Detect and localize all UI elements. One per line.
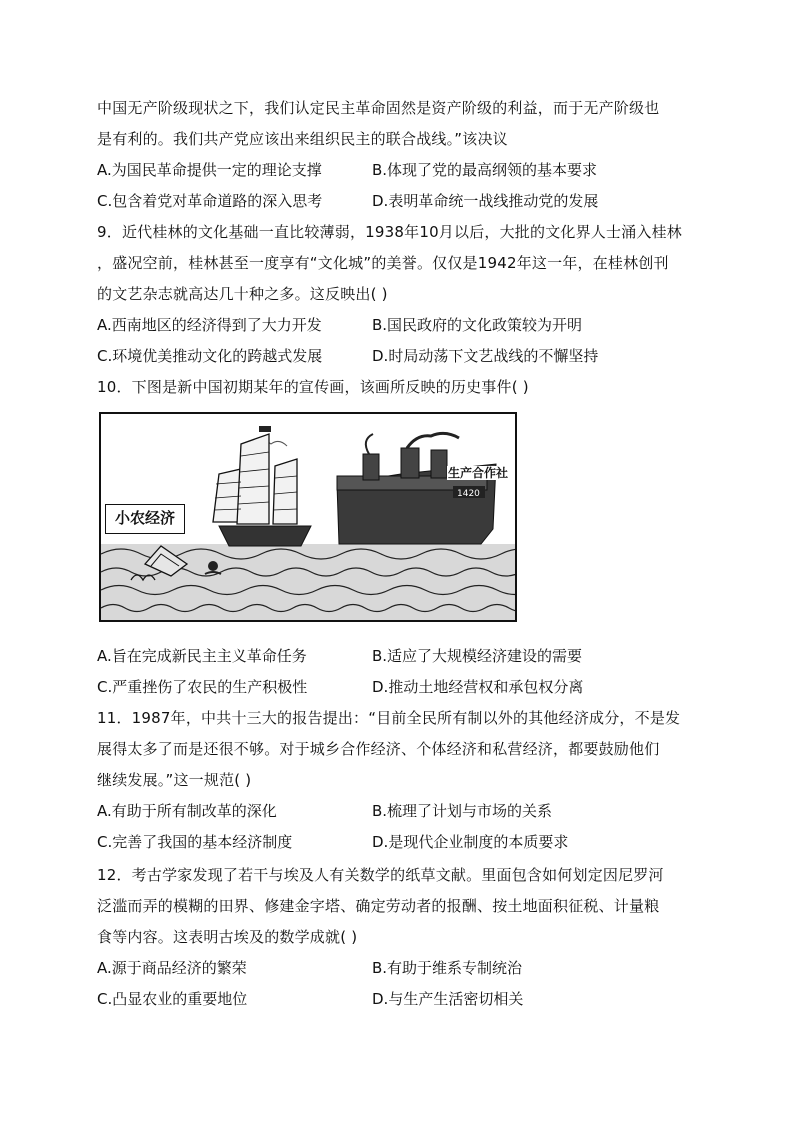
q9-option-b[interactable]: B.国民政府的文化政策较为开明 bbox=[372, 316, 583, 334]
q12-stem-line3: 食等内容。这表明古埃及的数学成就( ) bbox=[97, 928, 358, 946]
q12-option-c[interactable]: C.凸显农业的重要地位 bbox=[97, 990, 248, 1008]
q12-option-d[interactable]: D.与生产生活密切相关 bbox=[372, 990, 524, 1008]
q9-stem-line1: 9．近代桂林的文化基础一直比较薄弱，1938年10月以后，大批的文化界人士涌入桂林 bbox=[97, 223, 683, 241]
q12-stem-line1: 12．考古学家发现了若干与埃及人有关数学的纸草文献。里面包含如何划定因尼罗河 bbox=[97, 866, 664, 884]
q10-option-a[interactable]: A.旨在完成新民主主义革命任务 bbox=[97, 647, 307, 665]
q8-option-d[interactable]: D.表明革命统一战线推动党的发展 bbox=[372, 192, 599, 210]
q8-option-a[interactable]: A.为国民革命提供一定的理论支撑 bbox=[97, 161, 322, 179]
q9-stem-line3: 的文艺杂志就高达几十种之多。这反映出( ) bbox=[97, 285, 388, 303]
q8-stem-line1: 中国无产阶级现状之下，我们认定民主革命固然是资产阶级的利益，而于无产阶级也 bbox=[97, 99, 660, 117]
q9-stem-line2: ，盛况空前，桂林甚至一度享有“文化城”的美誉。仅仅是1942年这一年，在桂林创刊 bbox=[97, 254, 669, 272]
ship-number: 1420 bbox=[457, 489, 480, 499]
q8-stem-line2: 是有利的。我们共产党应该出来组织民主的联合战线。”该决议 bbox=[97, 130, 508, 148]
propaganda-illustration bbox=[99, 412, 517, 622]
q8-option-b[interactable]: B.体现了党的最高纲领的基本要求 bbox=[372, 161, 598, 179]
q10-option-c[interactable]: C.严重挫伤了农民的生产积极性 bbox=[97, 678, 308, 696]
q9-option-d[interactable]: D.时局动荡下文艺战线的不懈坚持 bbox=[372, 347, 599, 365]
q12-option-a[interactable]: A.源于商品经济的繁荣 bbox=[97, 959, 247, 977]
q12-option-b[interactable]: B.有助于维系专制统治 bbox=[372, 959, 523, 977]
production-cooperative-label: 生产合作社 bbox=[448, 466, 509, 480]
q11-stem-line1: 11．1987年，中共十三大的报告提出：“目前全民所有制以外的其他经济成分，不是发 bbox=[97, 709, 681, 727]
q11-stem-line3: 继续发展。”这一规范( ) bbox=[97, 771, 252, 789]
q8-option-c[interactable]: C.包含着党对革命道路的深入思考 bbox=[97, 192, 323, 210]
q10-option-b[interactable]: B.适应了大规模经济建设的需要 bbox=[372, 647, 583, 665]
q11-option-a[interactable]: A.有助于所有制改革的深化 bbox=[97, 802, 277, 820]
q11-option-b[interactable]: B.梳理了计划与市场的关系 bbox=[372, 802, 553, 820]
q11-stem-line2: 展得太多了而是还很不够。对于城乡合作经济、个体经济和私营经济，都要鼓励他们 bbox=[97, 740, 660, 758]
q9-option-c[interactable]: C.环境优美推动文化的跨越式发展 bbox=[97, 347, 323, 365]
q11-option-c[interactable]: C.完善了我国的基本经济制度 bbox=[97, 833, 293, 851]
small-peasant-economy-label: 小农经济 bbox=[105, 504, 185, 534]
q10-option-d[interactable]: D.推动土地经营权和承包权分离 bbox=[372, 678, 584, 696]
q11-option-d[interactable]: D.是现代企业制度的本质要求 bbox=[372, 833, 569, 851]
q12-stem-line2: 泛滥而弄的模糊的田界、修建金字塔、确定劳动者的报酬、按土地面积征税、计量粮 bbox=[97, 897, 660, 915]
q9-option-a[interactable]: A.西南地区的经济得到了大力开发 bbox=[97, 316, 322, 334]
q10-stem-line1: 10．下图是新中国初期某年的宣传画，该画所反映的历史事件( ) bbox=[97, 378, 529, 396]
